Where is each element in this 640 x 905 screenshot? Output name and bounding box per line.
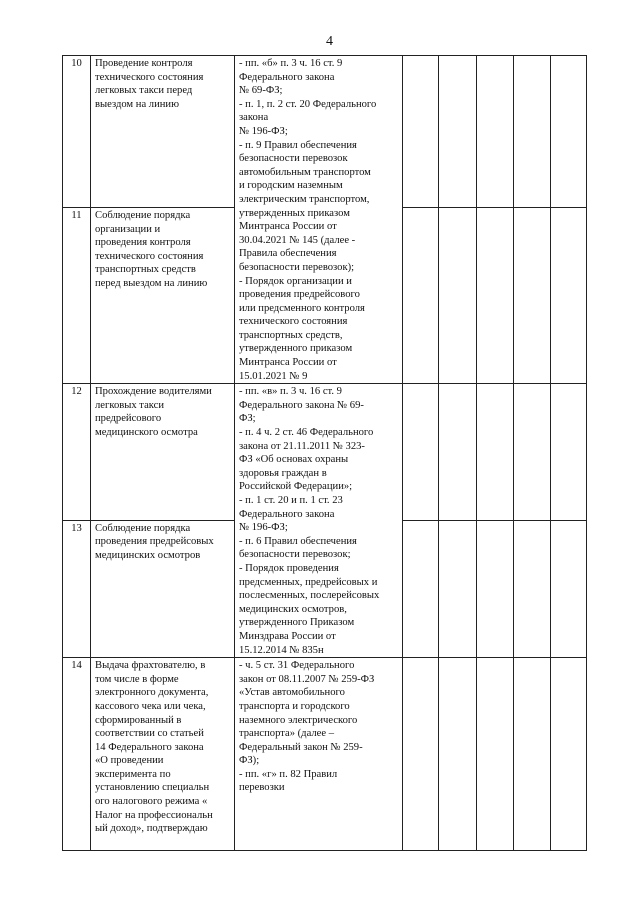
empty-cell [439,520,477,657]
row-number: 10 [63,56,91,208]
empty-cell [403,208,439,384]
empty-cell [439,208,477,384]
empty-cell [477,658,514,851]
empty-cell [514,658,551,851]
empty-cell [439,56,477,208]
table-row [63,384,587,520]
empty-cell [514,56,551,208]
requirement-text: Проведение контроля технического состояния легковых такси перед выездом на линию [91,56,235,208]
empty-cell [551,56,587,208]
empty-cell [551,208,587,384]
row-number: 11 [63,208,91,384]
legal-references: - пп. «б» п. 3 ч. 16 ст. 9 Федерального закона № 69-ФЗ; - п. 1, п. 2 ст. 20 Федерального закона № 196-ФЗ; - п. 9 Правил обеспечения безопасности перевозок автомобильным транспортом и городским наземным электрическим транспортом, утвержденных приказом Минтранса России от 30.04.2021 № 145 (далее - Правила обеспечения безопасности перевозок); - Порядок организации и проведения предрейсового или предсменного контроля технического состояния транспортных средств, утвержденного приказом Минтранса России от 15.01.2021 № 9 [235,56,403,384]
empty-cell [551,658,587,851]
row-number: 12 [63,384,91,520]
empty-cell [403,520,439,657]
empty-cell [403,384,439,520]
checklist-table [62,55,587,851]
table-row [63,56,587,208]
row-number: 13 [63,520,91,657]
legal-references: - пп. «в» п. 3 ч. 16 ст. 9 Федерального закона № 69- ФЗ; - п. 4 ч. 2 ст. 46 Федерального закона от 21.11.2011 № 323- ФЗ «Об основах охраны здоровья граждан в Российской Федерации»; - п. 1 ст. 20 и п. 1 ст. 23 Федерального закона № 196-ФЗ; - п. 6 Правил обеспечения безопасности перевозок; - Порядок проведения предсменных, предрейсовых и послесменных, послерейсовых медицинских осмотров, утвержденного Приказом Минздрава России от 15.12.2014 № 835н [235,384,403,658]
requirement-text: Выдача фрахтователю, в том числе в форме электронного документа, кассового чека или чека, сформированный в соответствии со статьей 14 Федерального закона «О проведении эксперимента по установлению специальн ого налогового режима « Налог на профессиональн ый доход», подтверждаю [91,658,235,851]
empty-cell [477,208,514,384]
empty-cell [477,56,514,208]
empty-cell [477,520,514,657]
empty-cell [551,384,587,520]
empty-cell [514,208,551,384]
empty-cell [439,658,477,851]
empty-cell [551,520,587,657]
legal-references: - ч. 5 ст. 31 Федерального закон от 08.11.2007 № 259-ФЗ «Устав автомобильного транспорта и городского наземного электрического транспорта» (далее – Федеральный закон № 259- ФЗ); - пп. «г» п. 82 Правил перевозки [235,658,403,851]
table-row [63,658,587,851]
empty-cell [514,520,551,657]
empty-cell [403,56,439,208]
requirement-text: Соблюдение порядка организации и проведения контроля технического состояния транспортных средств перед выездом на линию [91,208,235,384]
empty-cell [403,658,439,851]
empty-cell [514,384,551,520]
requirement-text: Соблюдение порядка проведения предрейсовых медицинских осмотров [91,520,235,657]
empty-cell [439,384,477,520]
empty-cell [477,384,514,520]
row-number: 14 [63,658,91,851]
requirement-text: Прохождение водителями легковых такси предрейсового медицинского осмотра [91,384,235,520]
page-number: 4 [326,34,333,49]
